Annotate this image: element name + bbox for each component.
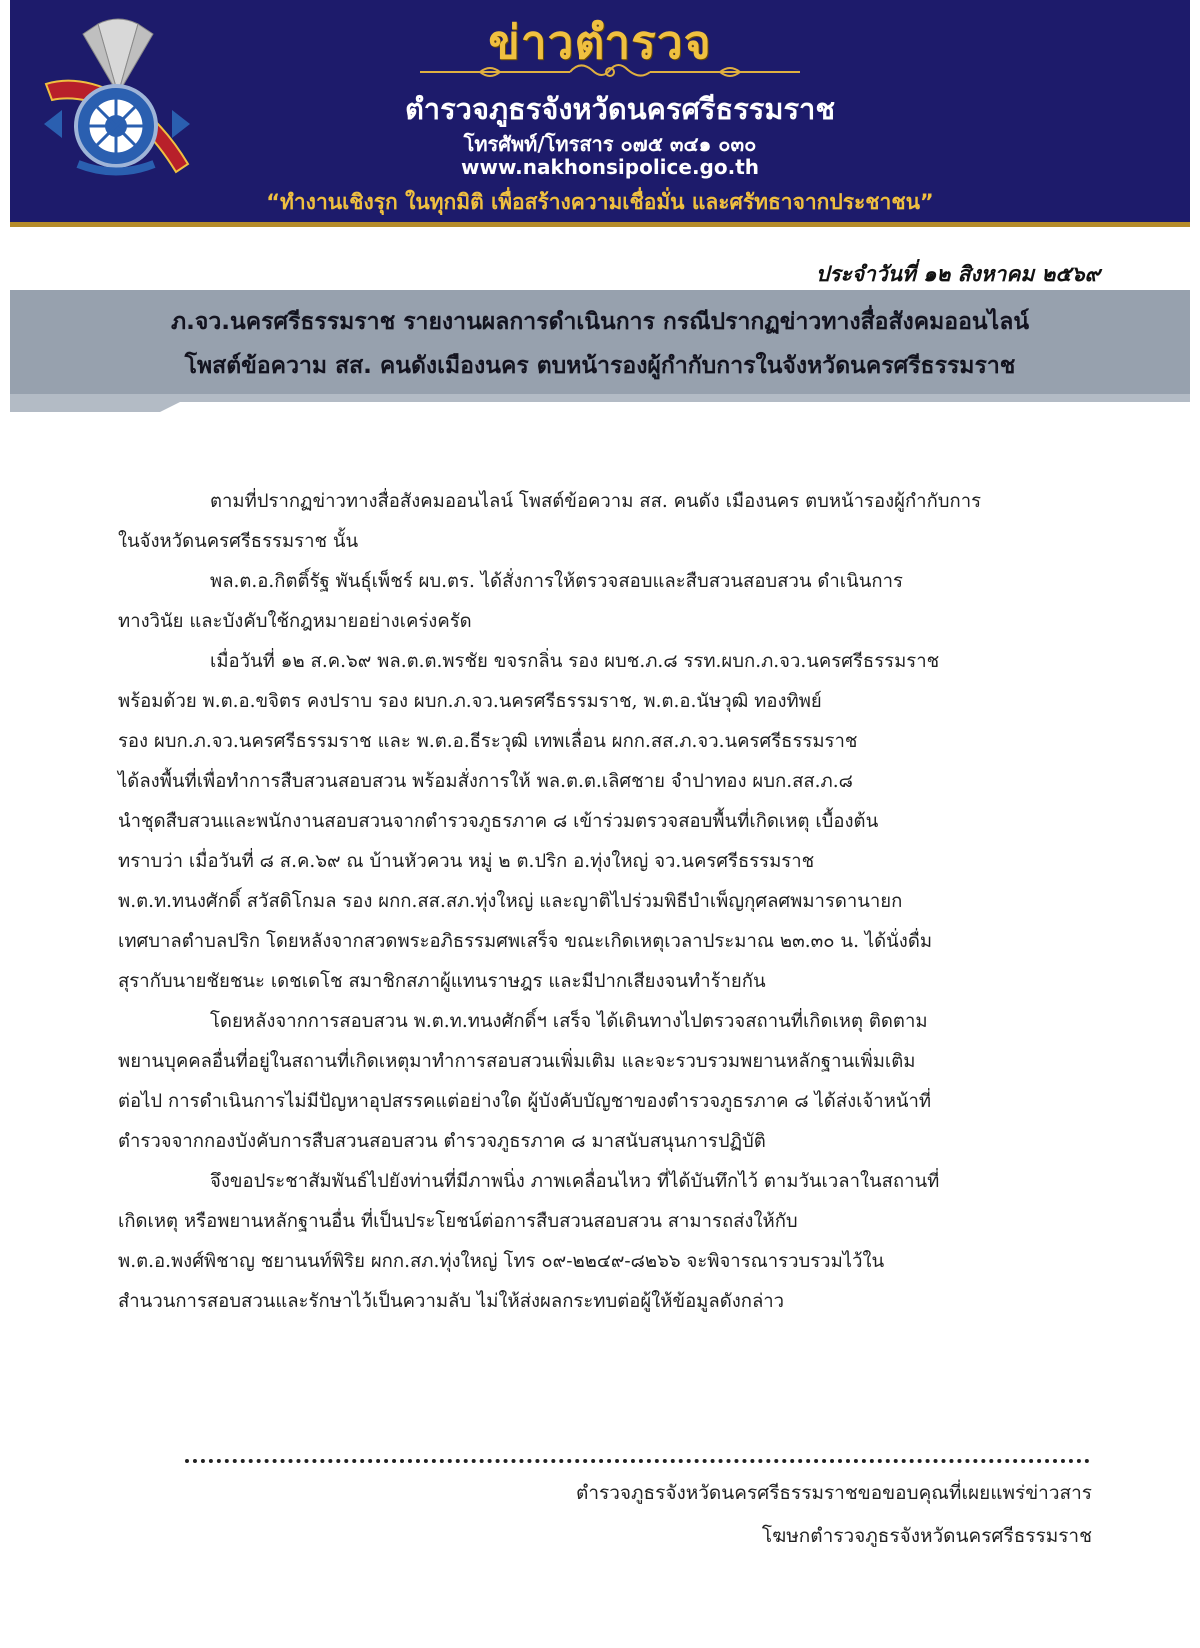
footer-thanks: ตำรวจภูธรจังหวัดนครศรีธรรมราชขอขอบคุณที่เผยแพร่ข่าวสาร (575, 1482, 1092, 1504)
footer-spokesperson: โฆษกตำรวจภูธรจังหวัดนครศรีธรรมราช (761, 1525, 1092, 1547)
text-line: ตำรวจจากกองบังคับการสืบสวนสอบสวน ตำรวจภูธรภาค ๘ มาสนับสนุนการปฏิบัติ (118, 1131, 766, 1152)
text-line: สุรากับนายชัยชนะ เดชเดโช สมาชิกสภาผู้แทนราษฎร และมีปากเสียงจนทำร้ายกัน (118, 971, 766, 992)
headline-band-edge (10, 394, 1190, 412)
headline-line: ภ.จว.นครศรีธรรมราช รายงานผลการดำเนินการ กรณีปรากฏข่าวทางสื่อสังคมออนไลน์ (170, 309, 1030, 335)
slogan: “ทำงานเชิงรุก ในทุกมิติ เพื่อสร้างความเชื่อมั่น และศรัทธาจากประชาชน” (266, 190, 934, 214)
headline (40, 300, 1160, 388)
station-name: ตำรวจภูธรจังหวัดนครศรีธรรมราช (404, 92, 836, 126)
paragraph (118, 1162, 1092, 1322)
text-line: สำนวนการสอบสวนและรักษาไว้เป็นความลับ ไม่ให้ส่งผลกระทบต่อผู้ให้ข้อมูลดังกล่าว (118, 1291, 785, 1312)
text-line: ต่อไป การดำเนินการไม่มีปัญหาอุปสรรคแต่อย่างใด ผู้บังคับบัญชาของตำรวจภูธรภาค ๘ ได้ส่งเจ้าหน้าที่ (118, 1091, 932, 1112)
website-url[interactable]: www.nakhonsipolice.go.th (461, 155, 759, 179)
paragraph (118, 482, 1092, 562)
text-line: จึงขอประชาสัมพันธ์ไปยังท่านที่มีภาพนิ่ง ภาพเคลื่อนไหว ที่ได้บันทึกไว้ ตามวันเวลาในสถานที่ (210, 1171, 940, 1192)
text-line: โดยหลังจากการสอบสวน พ.ต.ท.ทนงศักดิ์ฯ เสร็จ ได้เดินทางไปตรวจสถานที่เกิดเหตุ ติดตาม (210, 1011, 928, 1032)
divider-ornament-icon (420, 60, 800, 84)
text-line: พล.ต.อ.กิตติ์รัฐ พันธุ์เพ็ชร์ ผบ.ตร. ได้สั่งการให้ตรวจสอบและสืบสวนสอบสวน ดำเนินการ (210, 571, 903, 592)
masthead-title: ข่าวตำรวจ (488, 15, 712, 69)
text-line: ตามที่ปรากฏข่าวทางสื่อสังคมออนไลน์ โพสต์ข้อความ สส. คนดัง เมืองนคร ตบหน้ารองผู้กำกับการ (210, 491, 982, 512)
text-line: นำชุดสืบสวนและพนักงานสอบสวนจากตำรวจภูธรภาค ๘ เข้าร่วมตรวจสอบพื้นที่เกิดเหตุ เบื้องต้น (118, 811, 879, 832)
text-line: เกิดเหตุ หรือพยานหลักฐานอื่น ที่เป็นประโยชน์ต่อการสืบสวนสอบสวน สามารถส่งให้กับ (118, 1211, 798, 1232)
text-line: เมื่อวันที่ ๑๒ ส.ค.๖๙ พล.ต.ต.พรชัย ขจรกลิ่น รอง ผบช.ภ.๘ รรท.ผบก.ภ.จว.นครศรีธรรมราช (210, 651, 940, 672)
release-date: ประจำวันที่ ๑๒ สิงหาคม ๒๕๖๙ (815, 262, 1100, 286)
text-line: พร้อมด้วย พ.ต.อ.ขจิตร คงปราบ รอง ผบก.ภ.จว.นครศรีธรรมราช, พ.ต.อ.นัษวุฒิ ทองทิพย์ (118, 691, 822, 712)
text-line: พ.ต.ท.ทนงศักดิ์ สวัสดิโกมล รอง ผกก.สส.สภ.ทุ่งใหญ่ และญาติไปร่วมพิธีบำเพ็ญกุศลศพมารดานายก (118, 891, 903, 912)
dotted-separator (185, 1459, 1090, 1463)
paragraph (118, 562, 1092, 642)
text-line: ได้ลงพื้นที่เพื่อทำการสืบสวนสอบสวน พร้อมสั่งการให้ พล.ต.ต.เลิศชาย จำปาทอง ผบก.สส.ภ.๘ (118, 771, 853, 792)
text-line: รอง ผบก.ภ.จว.นครศรีธรรมราช และ พ.ต.อ.ธีระวุฒิ เทพเลื่อน ผกก.สส.ภ.จว.นครศรีธรรมราช (118, 731, 858, 752)
article-body (118, 482, 1092, 1322)
phone-fax: โทรศัพท์/โทรสาร ๐๗๕ ๓๔๑ ๐๓๐ (463, 132, 757, 156)
text-line: พ.ต.อ.พงศ์พิชาญ ชยานนท์พิริย ผกก.สภ.ทุ่งใหญ่ โทร ๐๙-๒๒๔๙-๘๒๖๖ จะพิจารณารวบรวมไว้ใน (118, 1251, 885, 1272)
text-line: ทางวินัย และบังคับใช้กฎหมายอย่างเคร่งครัด (118, 611, 472, 632)
text-line: ทราบว่า เมื่อวันที่ ๘ ส.ค.๖๙ ณ บ้านหัวควน หมู่ ๒ ต.ปริก อ.ทุ่งใหญ่ จว.นครศรีธรรมราช (118, 851, 815, 872)
headline-line: โพสต์ข้อความ สส. คนดังเมืองนคร ตบหน้ารองผู้กำกับการในจังหวัดนครศรีธรรมราช (184, 353, 1016, 379)
paragraph (118, 1002, 1092, 1162)
text-line: พยานบุคคลอื่นที่อยู่ในสถานที่เกิดเหตุมาทำการสอบสวนเพิ่มเติม และจะรวบรวมพยานหลักฐานเพิ่มเติม (118, 1051, 916, 1072)
text-line: ในจังหวัดนครศรีธรรมราช นั้น (118, 531, 359, 552)
police-emblem-icon (38, 14, 198, 184)
text-line: เทศบาลตำบลปริก โดยหลังจากสวดพระอภิธรรมศพเสร็จ ขณะเกิดเหตุเวลาประมาณ ๒๓.๓๐ น. ได้นั่งดื่ม (118, 931, 933, 952)
paragraph (118, 642, 1092, 1002)
header-gold-rule (10, 222, 1190, 227)
